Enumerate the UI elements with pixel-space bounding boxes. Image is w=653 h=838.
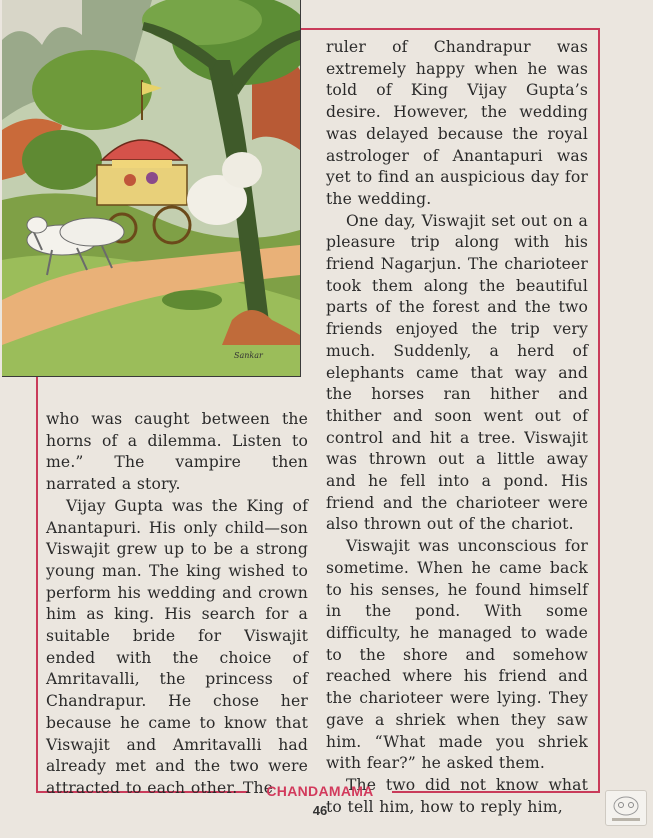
page-number: 46 bbox=[312, 803, 328, 818]
left-paragraph-1: who was caught between the horns of a dilemma. Listen to me.” The vampire then narrated a story. bbox=[46, 410, 308, 494]
left-paragraph-2: Vijay Gupta was the King of Anantapuri. His only child—son Viswajit grew up to be a strong young man. The king wished to perform his wedding and crown him as king. His search for a suitable bride for Viswajit ended with the choice of Amritavalli, the princess of Chandrapur. He chose her because he came to know that Viswajit and Amritavalli had already met and the two were attracted to each other. The bbox=[46, 496, 308, 797]
right-column bbox=[326, 37, 588, 818]
right-paragraph-1: ruler of Chandrapur was extremely happy when he was told of King Vijay Gupta’s desire. However, the wedding was delayed because the royal astrologer of Anantapuri was yet to find an auspicious day for the wedding. bbox=[326, 38, 588, 208]
chariot-forest-scene-icon bbox=[2, 0, 300, 376]
publisher-stamp bbox=[605, 790, 647, 826]
owl-logo-icon bbox=[606, 791, 646, 825]
right-paragraph-4: The two did not know what to tell him, how to reply him, bbox=[326, 775, 588, 816]
right-paragraph-2: One day, Viswajit set out on a pleasure trip along with his friend Nagarjun. The charioteer took them along the beautiful parts of the forest and the two friends enjoyed the trip very much. Suddenly, a herd of elephants came that way and the horses ran hither and thither and soon went out of control and hit a tree. Viswajit was thrown out a little away and he fell into a pond. His friend and the charioteer were also thrown out of the chariot. bbox=[326, 211, 588, 534]
top-rule bbox=[301, 28, 599, 30]
magazine-title: CHANDAMAMA bbox=[266, 783, 374, 799]
right-rule bbox=[598, 28, 600, 793]
story-illustration bbox=[2, 0, 301, 377]
left-rule bbox=[36, 377, 38, 793]
right-paragraph-3: Viswajit was unconscious for sometime. When he came back to his senses, he found himself in the pond. With some difficulty, he managed to wade to the shore and somehow reached where his friend and the charioteer were lying. They gave a shriek when they saw him. “What made you shriek with fear?” he asked them. bbox=[326, 537, 588, 773]
left-column bbox=[46, 409, 308, 800]
artist-signature: Sankar bbox=[234, 351, 263, 360]
